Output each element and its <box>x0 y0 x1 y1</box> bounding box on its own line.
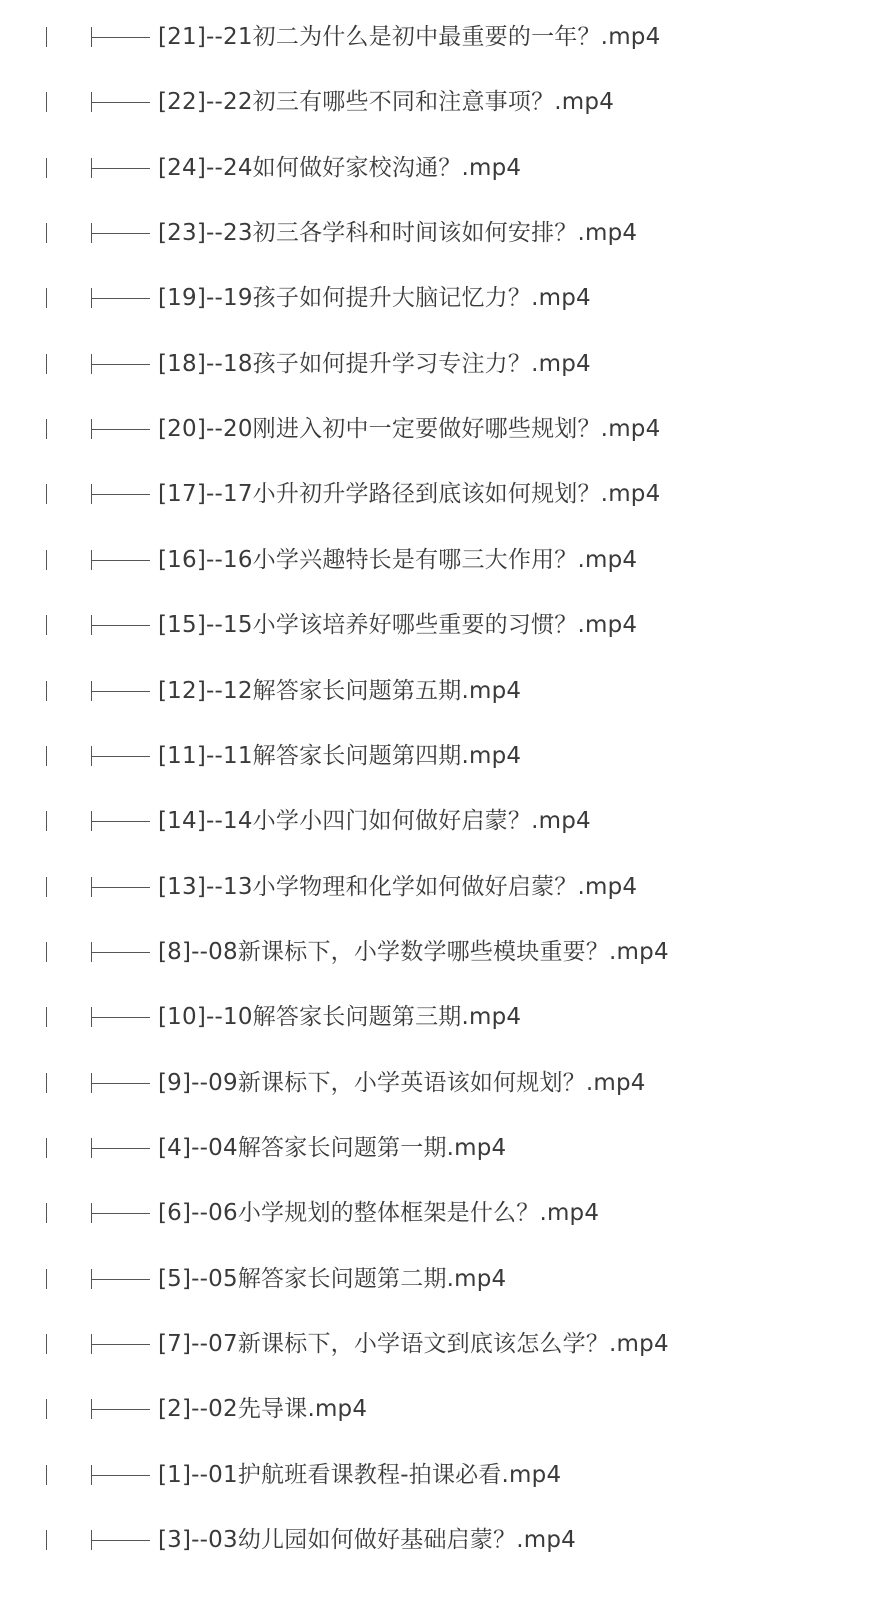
file-name[interactable]: [13]--13小学物理和化学如何做好启蒙？.mp4 <box>158 873 638 900</box>
tree-parent-line <box>46 1530 47 1550</box>
file-name[interactable]: [22]--22初三有哪些不同和注意事项？.mp4 <box>158 89 615 116</box>
tree-parent-line <box>46 550 47 570</box>
file-tree-row[interactable] <box>0 933 877 973</box>
tree-branch-connector <box>91 1530 151 1550</box>
file-tree-row[interactable] <box>0 802 877 842</box>
tree-parent-line <box>46 1399 47 1419</box>
tree-branch-connector <box>91 27 151 47</box>
tree-branch-connector <box>91 877 151 897</box>
file-name[interactable]: [1]--01护航班看课教程-拍课必看.mp4 <box>158 1461 562 1488</box>
file-tree-row[interactable] <box>0 998 877 1038</box>
tree-branch-connector <box>91 1399 151 1419</box>
tree-branch-connector <box>91 354 151 374</box>
file-name[interactable]: [15]--15小学该培养好哪些重要的习惯？.mp4 <box>158 612 638 639</box>
tree-branch-connector <box>91 942 151 962</box>
tree-parent-line <box>46 484 47 504</box>
file-name[interactable]: [17]--17小升初升学路径到底该如何规划？.mp4 <box>158 481 661 508</box>
tree-parent-line <box>46 1269 47 1289</box>
tree-parent-line <box>46 877 47 897</box>
file-name[interactable]: [10]--10解答家长问题第三期.mp4 <box>158 1004 522 1031</box>
tree-parent-line <box>46 92 47 112</box>
file-name[interactable]: [21]--21初二为什么是初中最重要的一年？.mp4 <box>158 24 661 50</box>
tree-branch-connector <box>91 1007 151 1027</box>
tree-parent-line <box>46 419 47 439</box>
tree-branch-connector <box>91 484 151 504</box>
tree-branch-connector <box>91 615 151 635</box>
file-tree-row[interactable] <box>0 1325 877 1365</box>
file-tree-row[interactable] <box>0 541 877 581</box>
tree-parent-line <box>46 1007 47 1027</box>
file-tree-row[interactable] <box>0 1521 877 1561</box>
file-name[interactable]: [6]--06小学规划的整体框架是什么？.mp4 <box>158 1200 600 1227</box>
file-name[interactable]: [20]--20刚进入初中一定要做好哪些规划？.mp4 <box>158 416 661 443</box>
tree-branch-connector <box>91 223 151 243</box>
file-name[interactable]: [23]--23初三各学科和时间该如何安排？.mp4 <box>158 220 638 247</box>
file-name[interactable]: [12]--12解答家长问题第五期.mp4 <box>158 677 522 704</box>
tree-parent-line <box>46 681 47 701</box>
file-tree-row[interactable] <box>0 1260 877 1300</box>
file-tree-row[interactable] <box>0 1456 877 1496</box>
file-name[interactable]: [19]--19孩子如何提升大脑记忆力？.mp4 <box>158 285 591 312</box>
file-name[interactable]: [2]--02先导课.mp4 <box>158 1396 368 1423</box>
tree-branch-connector <box>91 1138 151 1158</box>
file-name[interactable]: [9]--09新课标下，小学英语该如何规划？.mp4 <box>158 1069 646 1096</box>
tree-parent-line <box>46 811 47 831</box>
file-name[interactable]: [8]--08新课标下，小学数学哪些模块重要？.mp4 <box>158 938 669 965</box>
file-tree-row[interactable] <box>0 1064 877 1104</box>
tree-parent-line <box>46 354 47 374</box>
tree-branch-connector <box>91 746 151 766</box>
tree-parent-line <box>46 746 47 766</box>
tree-branch-connector <box>91 681 151 701</box>
tree-parent-line <box>46 1073 47 1093</box>
file-name[interactable]: [11]--11解答家长问题第四期.mp4 <box>158 742 522 769</box>
file-name[interactable]: [16]--16小学兴趣特长是有哪三大作用？.mp4 <box>158 546 638 573</box>
tree-branch-connector <box>91 419 151 439</box>
tree-branch-connector <box>91 550 151 570</box>
tree-parent-line <box>46 27 47 47</box>
file-tree-row[interactable] <box>0 410 877 450</box>
file-name[interactable]: [14]--14小学小四门如何做好启蒙？.mp4 <box>158 808 591 835</box>
file-tree-row[interactable] <box>0 1390 877 1430</box>
file-name[interactable]: [24]--24如何做好家校沟通？.mp4 <box>158 154 522 181</box>
tree-parent-line <box>46 1465 47 1485</box>
file-tree-row[interactable] <box>0 214 877 254</box>
file-name[interactable]: [4]--04解答家长问题第一期.mp4 <box>158 1134 507 1161</box>
file-tree-row[interactable] <box>0 345 877 385</box>
file-name[interactable]: [7]--07新课标下，小学语文到底该怎么学？.mp4 <box>158 1331 669 1357</box>
tree-parent-line <box>46 1203 47 1223</box>
tree-branch-connector <box>91 92 151 112</box>
tree-parent-line <box>46 1138 47 1158</box>
tree-branch-connector <box>91 1465 151 1485</box>
tree-branch-connector <box>91 1269 151 1289</box>
tree-branch-connector <box>91 1073 151 1093</box>
file-name[interactable]: [18]--18孩子如何提升学习专注力？.mp4 <box>158 350 591 377</box>
tree-parent-line <box>46 942 47 962</box>
tree-parent-line <box>46 223 47 243</box>
tree-branch-connector <box>91 1203 151 1223</box>
file-tree-row[interactable] <box>0 1129 877 1169</box>
file-name[interactable]: [5]--05解答家长问题第二期.mp4 <box>158 1265 507 1292</box>
file-tree-row[interactable] <box>0 868 877 908</box>
file-name[interactable]: [3]--03幼儿园如何做好基础启蒙？.mp4 <box>158 1527 576 1554</box>
file-tree-row[interactable] <box>0 149 877 189</box>
tree-branch-connector <box>91 811 151 831</box>
file-tree-row[interactable] <box>0 475 877 515</box>
file-tree-row[interactable] <box>0 672 877 712</box>
file-tree-row[interactable] <box>0 83 877 123</box>
file-tree-row[interactable] <box>0 606 877 646</box>
tree-parent-line <box>46 158 47 178</box>
tree-branch-connector <box>91 1334 151 1354</box>
file-tree-row[interactable] <box>0 279 877 319</box>
tree-parent-line <box>46 288 47 308</box>
tree-branch-connector <box>91 288 151 308</box>
file-tree-row[interactable] <box>0 18 877 58</box>
tree-parent-line <box>46 1334 47 1354</box>
tree-branch-connector <box>91 158 151 178</box>
tree-parent-line <box>46 615 47 635</box>
file-tree-row[interactable] <box>0 737 877 777</box>
file-tree-row[interactable] <box>0 1194 877 1234</box>
